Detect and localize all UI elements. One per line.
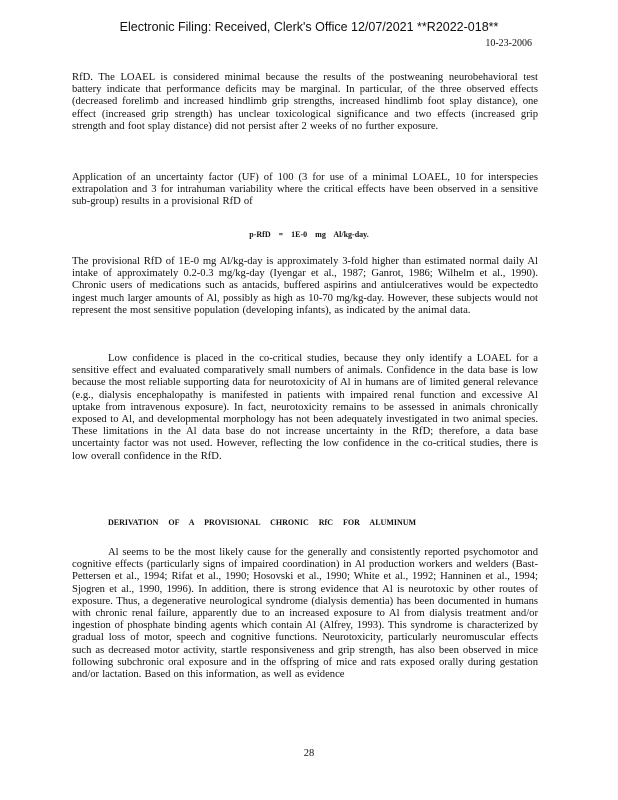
paragraph-loael-discussion: RfD. The LOAEL is considered minimal because the results of the postweaning neurobehavioral test battery indicate that performance deficits may be marginal. In particular, of the three observed effects (decreased forelimb and increased hindlimb grip strengths, increased hindlimb foot splay distance), one effect (increased grip strength) has unclear toxicological significance and two effects (increased grip strength and foot splay distance) did not persist after 2 weeks of no further exposure. <box>72 72 538 132</box>
section-heading: DERIVATION OF A PROVISIONAL CHRONIC RfC FOR ALUMINUM <box>108 518 417 527</box>
rfd-formula: p-RfD = 1E-0 mg Al/kg-day. <box>249 230 369 239</box>
paragraph-provisional-rfd: The provisional RfD of 1E-0 mg Al/kg-day is approximately 3-fold higher than estimated normal daily Al intake of approximately 0.2-0.3 mg/kg-day (Iyengar et al., 1987; Ganrot, 1986; Wilhelm et al., 1990). Chronic users of medications such as antacids, buffered aspirins and antiulceratives would be expectedto ingest much larger amounts of Al, possibly as high as 10-70 mg/kg-day. However, these subjects would not represent the most sensitive population (developing infants), as indicated by the animal data. <box>72 256 538 316</box>
filing-header: Electronic Filing: Received, Clerk's Office 12/07/2021 **R2022-018** <box>119 20 499 34</box>
paragraph-derivation: Al seems to be the most likely cause for the generally and consistently reported psychomotor and cognitive effects (particularly signs of impaired coordination) in Al production workers and welders (Bast-Pettersen et al., 1994; Rifat et al., 1990; Hosovski et al., 1990; White et al., 1992; Hanninen et al., 1994; Sjogren et al., 1990, 1996). In addition, there is strong evidence that Al is neurotoxic by other routes of exposure. Thus, a degenerative neurological syndrome (dialysis dementia) has been documented in humans with chronic renal failure, apparently due to an increased exposure to Al from dialysis treatment and/or ingestion of phosphate binding agents which contain Al (Alfrey, 1993). This syndrome is characterized by gradual loss of motor, speech and cognitive functions. Neurotoxicity, particularly neuromuscular effects such as decreased motor activity, startle responsiveness and grip strength, has also been observed in mice following subchronic oral exposure and in the offspring of mice and rats exposed orally during gestation and/or lactation. Based on this information, as well as evidence <box>72 547 538 681</box>
document-date: 10-23-2006 <box>485 38 532 49</box>
paragraph-confidence: Low confidence is placed in the co-critical studies, because they only identify a LOAEL for a sensitive effect and evaluated comparatively small numbers of animals. Confidence in the data base is low because the most reliable supporting data for neurotoxicity of Al in humans are of limited general relevance (e.g., dialysis encephalopathy is manifested in patients with impaired renal function and excessive Al uptake from intravenous exposure). In fact, neurotoxicity remains to be assessed in animals chronically exposed to Al, and developmental morphology has not been adequately investigated in two animal species. These limitations in the Al data base do not increase uncertainty in the RfD; therefore, a data base uncertainty factor was not used. However, reflecting the low confidence in the co-critical studies, there is low overall confidence in the RfD. <box>72 353 538 462</box>
page-number: 28 <box>303 748 315 759</box>
paragraph-uncertainty-factor: Application of an uncertainty factor (UF) of 100 (3 for use of a minimal LOAEL, 10 for interspecies extrapolation and 3 for intrahuman variability where the critical effects have been observed in a sensitive sub-group) results in a provisional RfD of <box>72 172 538 208</box>
